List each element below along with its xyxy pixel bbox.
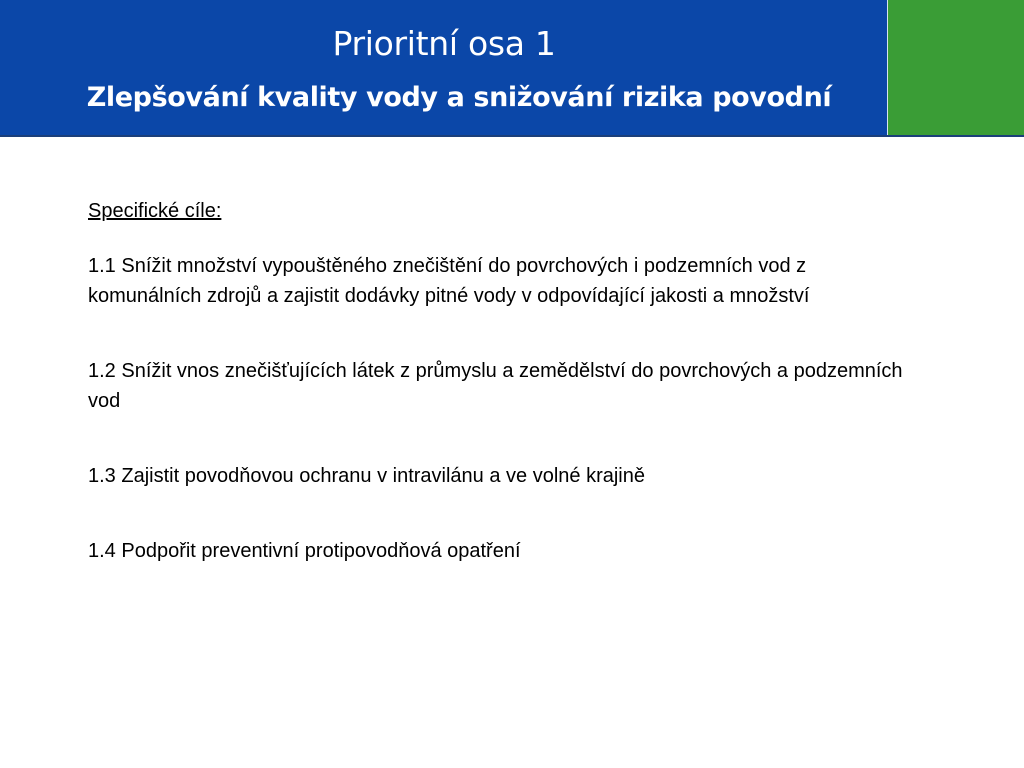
goal-item-1-2: 1.2 Snížit vnos znečišťujících látek z průmyslu a zemědělství do povrchových a podzemních vod	[88, 360, 903, 412]
title-banner	[0, 0, 888, 135]
goal-item-1-4: 1.4 Podpořit preventivní protipovodňová opatření	[88, 540, 521, 562]
section-heading: Specifické cíle:	[88, 200, 222, 222]
slide-subtitle: Zlepšování kvality vody a snižování rizika povodní	[86, 82, 832, 113]
slide-content	[88, 196, 908, 566]
header-divider	[0, 135, 1024, 137]
goal-item-1-3: 1.3 Zajistit povodňovou ochranu v intravilánu a ve volné krajině	[88, 465, 645, 487]
slide-title: Prioritní osa 1	[332, 24, 556, 63]
goal-item-1-1: 1.1 Snížit množství vypouštěného znečištění do povrchových i podzemních vod z komunálních zdrojů a zajistit dodávky pitné vody v odpovídající jakosti a množství	[88, 255, 810, 307]
accent-block	[888, 0, 1024, 135]
